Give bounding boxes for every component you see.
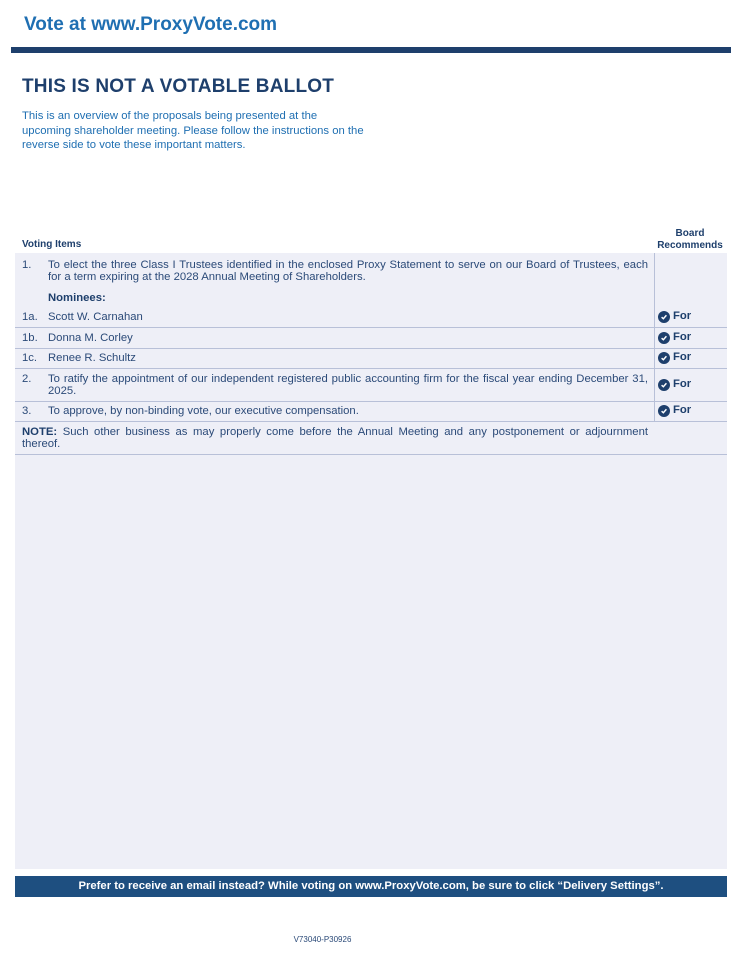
check-circle-icon bbox=[658, 332, 670, 344]
check-circle-icon bbox=[658, 352, 670, 364]
note-row bbox=[15, 421, 727, 455]
recommendation bbox=[658, 379, 691, 391]
proposal-row-1 bbox=[15, 253, 727, 309]
note-body: Such other business as may properly come before the Annual Meeting and any postponement or adjournment thereof. bbox=[22, 426, 648, 450]
item-number: 1b. bbox=[22, 332, 38, 344]
recommendation bbox=[658, 311, 691, 323]
item-text: Renee R. Schultz bbox=[48, 352, 136, 364]
nominee-row-1a bbox=[15, 307, 727, 328]
check-circle-icon bbox=[658, 405, 670, 417]
note-text bbox=[22, 427, 648, 450]
check-circle-icon bbox=[658, 311, 670, 323]
recommendation-label: For bbox=[673, 310, 692, 323]
nominee-row-1c bbox=[15, 349, 727, 369]
proposal-row-3 bbox=[15, 402, 727, 422]
check-circle-icon bbox=[658, 379, 670, 391]
item-text: To elect the three Class I Trustees identified in the enclosed Proxy Statement to serve on our Board of Trustees, each for a term expiring at the 2028 Annual Meeting of Shareholders. bbox=[48, 259, 648, 283]
nominee-row-1b bbox=[15, 328, 727, 349]
item-number: 2. bbox=[22, 373, 32, 385]
delivery-settings-banner: Prefer to receive an email instead? While voting on www.ProxyVote.com, be sure to click “Delivery Settings”. bbox=[15, 876, 727, 897]
intro-text: This is an overview of the proposals being presented at the upcoming shareholder meeting. Please follow the instructions on the reverse side to vote these important matters. bbox=[22, 110, 364, 151]
document-code-text: V73040-P30926 bbox=[293, 935, 352, 944]
recommendation-label: For bbox=[673, 331, 692, 344]
note-label: NOTE: bbox=[22, 426, 58, 438]
board-header-line2: Recommends bbox=[657, 239, 723, 251]
recommendation-label: For bbox=[673, 351, 692, 364]
document-code bbox=[0, 935, 637, 944]
item-text: To ratify the appointment of our independent registered public accounting firm for the fiscal year ending December 31, 2025. bbox=[48, 373, 648, 397]
voting-items-header: Voting Items bbox=[22, 239, 82, 250]
nominees-label: Nominees: bbox=[48, 292, 106, 304]
item-number: 3. bbox=[22, 405, 32, 417]
page-title: THIS IS NOT A VOTABLE BALLOT bbox=[22, 76, 335, 97]
recommendation bbox=[658, 405, 691, 417]
board-recommends-header bbox=[652, 228, 728, 251]
recommendation-label: For bbox=[673, 404, 692, 417]
item-text: Donna M. Corley bbox=[48, 332, 133, 344]
vote-link[interactable]: Vote at www.ProxyVote.com bbox=[24, 14, 278, 35]
header-rule bbox=[11, 47, 731, 53]
item-number: 1a. bbox=[22, 311, 38, 323]
recommendation bbox=[658, 352, 691, 364]
item-text: Scott W. Carnahan bbox=[48, 311, 143, 323]
item-text: To approve, by non-binding vote, our executive compensation. bbox=[48, 405, 359, 417]
recommendation bbox=[658, 332, 691, 344]
item-number: 1c. bbox=[22, 352, 38, 364]
proposal-row-2 bbox=[15, 369, 727, 402]
item-number: 1. bbox=[22, 259, 32, 271]
recommendation-label: For bbox=[673, 378, 692, 391]
board-header-line1: Board bbox=[675, 228, 705, 239]
